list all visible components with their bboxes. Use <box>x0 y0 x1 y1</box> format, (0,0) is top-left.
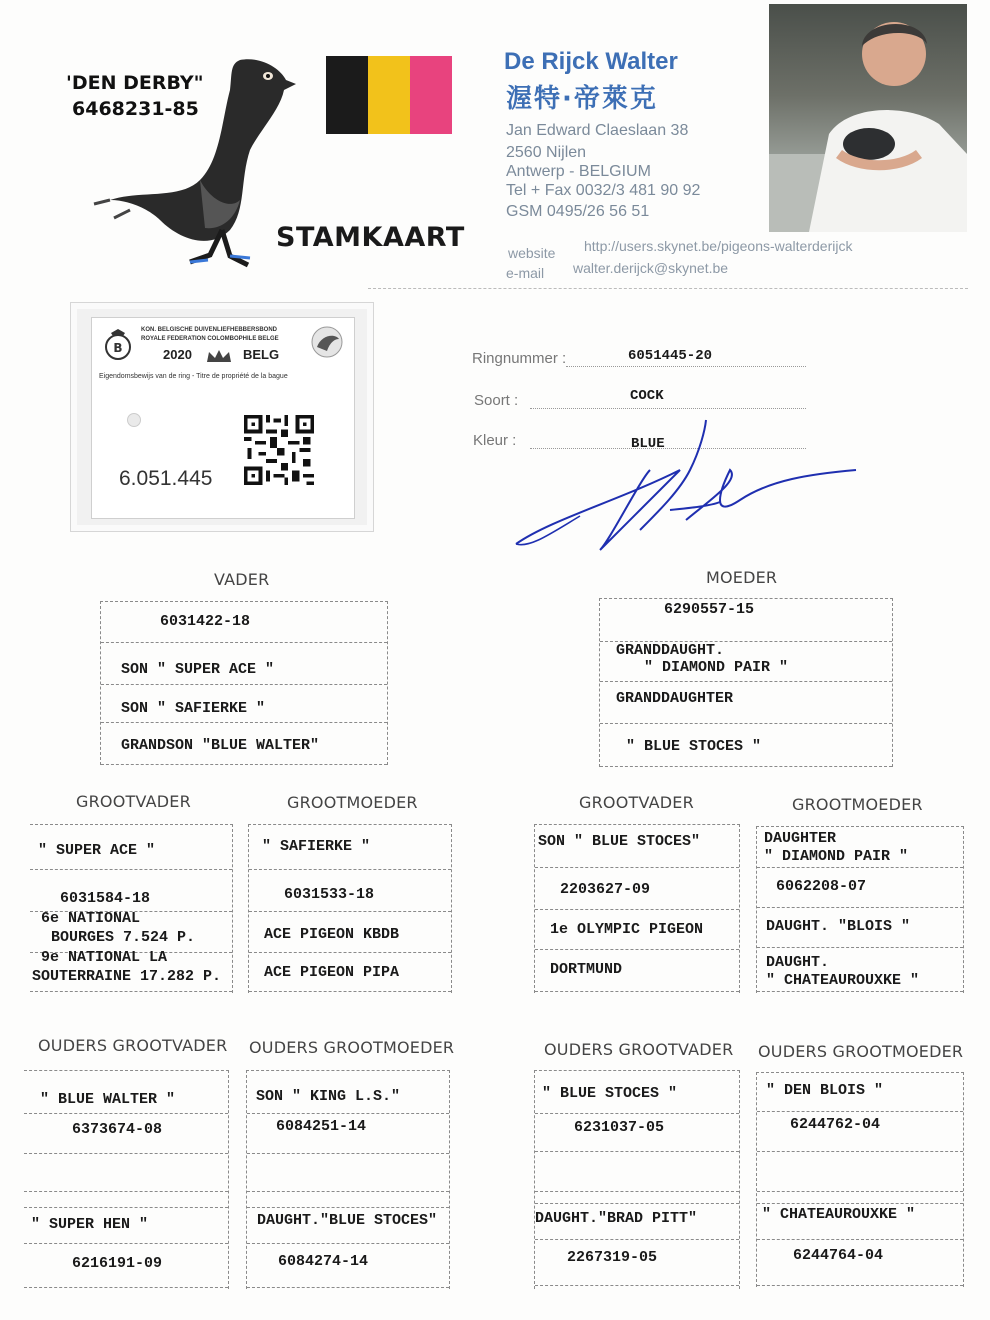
mother-divider <box>600 681 892 682</box>
person-figure-icon <box>769 4 967 232</box>
qr-code-icon <box>241 415 317 485</box>
mother-divider <box>600 723 892 724</box>
svg-text:B: B <box>113 341 123 355</box>
gm-mother-divider <box>757 907 963 908</box>
breeder-name-chinese: 渥特·帝萊克 <box>506 84 658 114</box>
gf-father-result-2: BOURGES 7.524 P. <box>51 929 196 946</box>
ogm-mother-divider <box>757 1203 963 1204</box>
ogf-father-label: OUDERS GROOTVADER <box>38 1036 228 1055</box>
father-line-1: SON " SUPER ACE " <box>121 661 275 678</box>
card-title: STAMKAART <box>276 222 465 253</box>
sort-label: Soort : <box>474 392 519 409</box>
gf-father-label: GROOTVADER <box>76 792 191 811</box>
gf-mother-divider <box>535 949 739 950</box>
gf-father-divider <box>30 869 232 870</box>
gm-father-result-2: ACE PIGEON PIPA <box>264 964 400 981</box>
gm-father-divider <box>249 869 451 870</box>
sort-line <box>530 408 806 409</box>
color-label: Kleur : <box>473 432 517 449</box>
gm-mother-ring: 6062208-07 <box>776 878 867 895</box>
gm-mother-result-1: DAUGHT. "BLOIS " <box>766 918 911 935</box>
gsm-number: GSM 0495/26 56 51 <box>506 203 650 220</box>
ogm-mother-divider <box>757 1285 963 1286</box>
ring-country: BELG <box>243 347 280 362</box>
breeder-photo <box>769 4 967 232</box>
address-line-1: Jan Edward Claeslaan 38 <box>506 122 689 139</box>
ring-certificate-card <box>70 302 374 532</box>
ogf-father-divider <box>24 1113 228 1114</box>
ogm-father-divider <box>247 1191 449 1192</box>
gf-mother-result-2: DORTMUND <box>550 961 623 978</box>
ogf-father-a-name: " BLUE WALTER " <box>40 1091 176 1108</box>
ogm-father-a-ring: 6084251-14 <box>276 1118 367 1135</box>
color-value: BLUE <box>631 436 665 452</box>
gm-mother-name-1: DAUGHTER <box>764 830 837 847</box>
ogm-mother-b-name: " CHATEAUROUXKE " <box>762 1206 916 1223</box>
ogf-father-a-ring: 6373674-08 <box>72 1121 163 1138</box>
ogm-father-divider <box>247 1243 449 1244</box>
ogm-father-a-name: SON " KING L.S." <box>256 1088 401 1105</box>
ring-ownership-text: Eigendomsbewijs van de ring - Titre de propriété de la bague <box>99 373 288 380</box>
ogm-father-divider <box>247 1113 449 1114</box>
gm-mother-result-2a: DAUGHT. <box>766 954 830 971</box>
ogm-father-b-ring: 6084274-14 <box>278 1253 369 1270</box>
gm-mother-divider <box>757 991 963 992</box>
gm-father-label: GROOTMOEDER <box>287 793 418 812</box>
father-ring: 6031422-18 <box>160 613 251 630</box>
gm-father-divider <box>249 991 451 992</box>
gm-mother-name-2: " DIAMOND PAIR " <box>764 848 909 865</box>
mother-line-3: " BLUE STOCES " <box>626 738 762 755</box>
ring-number-line <box>566 366 806 367</box>
ring-number-label: Ringnummer : <box>472 350 567 367</box>
father-divider <box>101 684 387 685</box>
gm-father-divider <box>249 911 451 912</box>
ogf-father-divider <box>24 1243 228 1244</box>
address-line-3: Antwerp - BELGIUM <box>506 163 651 180</box>
gm-mother-divider <box>757 947 963 948</box>
gm-mother-result-2b: " CHATEAUROUXKE " <box>766 972 920 989</box>
ogf-mother-divider <box>535 1191 739 1192</box>
email-label: e-mail <box>506 265 545 281</box>
ogf-mother-divider <box>535 1151 739 1152</box>
father-line-3: GRANDSON "BLUE WALTER" <box>121 737 320 754</box>
gf-mother-divider <box>535 867 739 868</box>
website-url[interactable]: http://users.skynet.be/pigeons-walterderijck <box>584 238 853 254</box>
pigeon-ring: 6468231-85 <box>72 98 199 120</box>
gf-mother-divider <box>535 991 739 992</box>
flag-stripe-red <box>410 56 452 134</box>
crown-icon <box>205 348 233 364</box>
ogf-father-b-name: " SUPER HEN " <box>31 1216 149 1233</box>
belgian-flag <box>326 56 452 134</box>
ogf-father-divider <box>24 1207 228 1208</box>
pigeon-name: 'DEN DERBY" <box>66 72 204 94</box>
ring-year: 2020 <box>163 347 192 362</box>
mother-divider <box>600 766 892 767</box>
ogf-mother-a-name: " BLUE STOCES " <box>542 1085 678 1102</box>
ogf-mother-b-name: DAUGHT."BRAD PITT" <box>535 1210 698 1227</box>
flag-stripe-black <box>326 56 368 134</box>
ogm-mother-label: OUDERS GROOTMOEDER <box>758 1042 964 1061</box>
ogm-mother-a-name: " DEN BLOIS " <box>766 1082 884 1099</box>
father-label: VADER <box>214 570 270 589</box>
ogf-father-divider <box>24 1287 228 1288</box>
address-line-2: 2560 Nijlen <box>506 144 587 161</box>
ogf-mother-divider <box>535 1203 739 1204</box>
gm-father-ring: 6031533-18 <box>284 886 375 903</box>
gf-father-name: " SUPER ACE " <box>38 842 156 859</box>
ogm-father-b-name: DAUGHT."BLUE STOCES" <box>257 1212 438 1229</box>
mother-label: MOEDER <box>706 568 778 587</box>
kbdb-logo-icon <box>103 327 133 363</box>
gm-father-result-1: ACE PIGEON KBDB <box>264 926 400 943</box>
ring-org-line-1: KON. BELGISCHE DUIVENLIEFHEBBERSBOND <box>141 327 278 333</box>
gf-mother-label: GROOTVADER <box>579 793 694 812</box>
ogm-father-divider <box>247 1287 449 1288</box>
ring-card-number: 6.051.445 <box>119 467 213 490</box>
ogf-mother-divider <box>535 1113 739 1114</box>
gf-mother-result-1: 1e OLYMPIC PIGEON <box>550 921 704 938</box>
flag-stripe-yellow <box>368 56 410 134</box>
gf-father-result-4: SOUTERRAINE 17.282 P. <box>32 968 222 985</box>
mother-line-1a: GRANDDAUGHT. <box>616 642 725 659</box>
ogf-father-divider <box>24 1153 228 1154</box>
ogf-mother-divider <box>535 1239 739 1240</box>
father-line-2: SON " SAFIERKE " <box>121 700 266 717</box>
ogf-father-divider <box>24 1191 228 1192</box>
ogm-mother-divider <box>757 1191 963 1192</box>
gm-mother-divider <box>757 867 963 868</box>
ogm-mother-divider <box>757 1151 963 1152</box>
mother-line-2: GRANDDAUGHTER <box>616 690 734 707</box>
gm-father-name: " SAFIERKE " <box>262 838 371 855</box>
ogm-mother-divider <box>757 1239 963 1240</box>
ring-org-line-2: ROYALE FEDERATION COLOMBOPHILE BELGE <box>141 336 279 342</box>
mother-ring: 6290557-15 <box>664 601 755 618</box>
gf-mother-ring: 2203627-09 <box>560 881 651 898</box>
email-address[interactable]: walter.derijck@skynet.be <box>573 260 729 276</box>
gf-father-result-1: 6e NATIONAL <box>41 910 141 927</box>
gm-father-divider <box>249 952 451 953</box>
phone-fax: Tel + Fax 0032/3 481 90 92 <box>506 182 701 199</box>
ogm-father-label: OUDERS GROOTMOEDER <box>249 1038 455 1057</box>
ogm-mother-divider <box>757 1111 963 1112</box>
ogf-father-b-ring: 6216191-09 <box>72 1255 163 1272</box>
ring-number-value: 6051445-20 <box>628 348 713 364</box>
ogm-father-divider <box>247 1207 449 1208</box>
ogf-mother-divider <box>535 1285 739 1286</box>
ogm-father-divider <box>247 1153 449 1154</box>
gf-father-divider <box>30 991 232 992</box>
header-separator <box>368 288 968 289</box>
pigeon-emblem-icon <box>307 325 347 359</box>
ring-card-hole <box>127 413 141 427</box>
gf-father-ring: 6031584-18 <box>60 890 151 907</box>
signature <box>510 410 870 560</box>
gf-mother-divider <box>535 909 739 910</box>
father-divider <box>101 764 387 765</box>
gf-father-result-3: 9e NATIONAL LA <box>41 949 168 966</box>
ogf-mother-label: OUDERS GROOTVADER <box>544 1040 734 1059</box>
gf-mother-name: SON " BLUE STOCES" <box>538 833 701 850</box>
ogf-mother-a-ring: 6231037-05 <box>574 1119 665 1136</box>
father-divider <box>101 642 387 643</box>
website-label: website <box>508 245 556 261</box>
breeder-name: De Rijck Walter <box>504 48 678 75</box>
ogm-mother-a-ring: 6244762-04 <box>790 1116 881 1133</box>
sort-value: COCK <box>630 388 664 404</box>
father-divider <box>101 722 387 723</box>
ogf-mother-b-ring: 2267319-05 <box>567 1249 658 1266</box>
gm-mother-label: GROOTMOEDER <box>792 795 923 814</box>
ogm-mother-b-ring: 6244764-04 <box>793 1247 884 1264</box>
mother-line-1b: " DIAMOND PAIR " <box>644 659 789 676</box>
